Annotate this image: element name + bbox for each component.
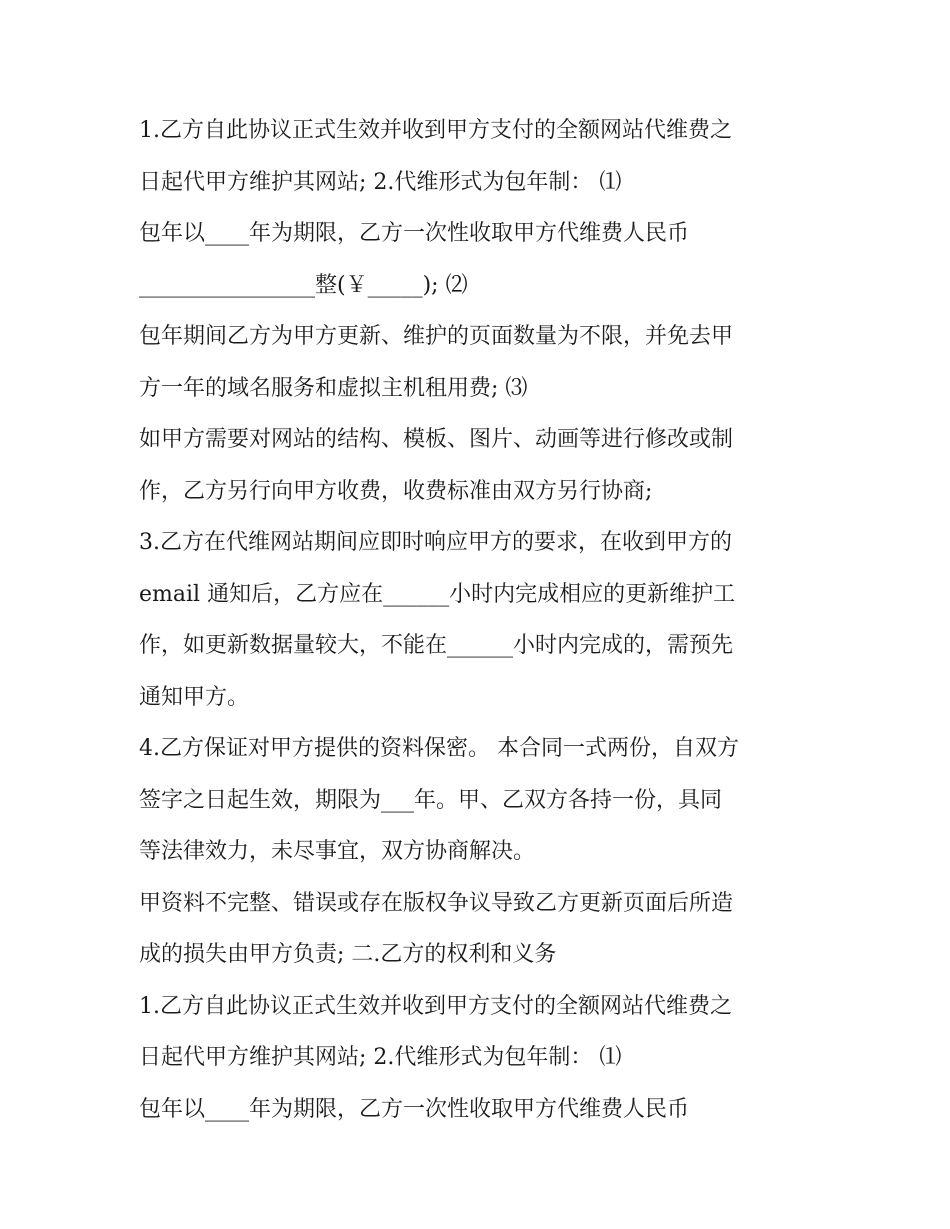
text-line-8: 作，乙方另行向甲方收费，收费标准由双方另行协商; xyxy=(139,478,653,504)
text-line-9: 3.乙方在代维网站期间应即时响应甲方的要求，在收到甲方的 xyxy=(139,530,732,555)
text-line-17: 成的损失由甲方负责; 二.乙方的权利和义务 xyxy=(139,942,557,967)
text-line-13: 4.乙方保证对甲方提供的资料保密。 本合同一式两份，自双方 xyxy=(139,736,739,761)
text-line-4: ________________整(￥_____); ⑵ xyxy=(139,272,468,298)
text-line-16: 甲资料不完整、错误或存在版权争议导致乙方更新页面后所造 xyxy=(139,890,734,916)
text-line-14: 签字之日起生效，期限为___年。甲、乙双方各持一份，具同 xyxy=(139,787,723,813)
text-line-15: 等法律效力，未尽事宜，双方协商解决。 xyxy=(139,839,536,864)
text-line-2: 日起代甲方维护其网站; 2.代维形式为包年制： ⑴ xyxy=(139,169,622,195)
text-line-12: 通知甲方。 xyxy=(139,684,250,710)
text-line-3: 包年以____年为期限，乙方一次性收取甲方代维费人民币 xyxy=(139,221,690,246)
text-line-20: 包年以____年为期限，乙方一次性收取甲方代维费人民币 xyxy=(139,1096,690,1122)
text-line-1: 1.乙方自此协议正式生效并收到甲方支付的全额网站代维费之 xyxy=(139,118,732,143)
text-line-6: 方一年的域名服务和虚拟主机租用费; ⑶ xyxy=(139,375,528,401)
text-line-10: email 通知后，乙方应在______小时内完成相应的更新维护工 xyxy=(139,581,736,607)
text-line-7: 如甲方需要对网站的结构、模板、图片、动画等进行修改或制 xyxy=(139,427,734,452)
text-line-11: 作，如更新数据量较大，不能在______小时内完成的，需预先 xyxy=(139,633,734,658)
contract-body xyxy=(139,105,839,1135)
text-line-19: 日起代甲方维护其网站; 2.代维形式为包年制： ⑴ xyxy=(139,1045,622,1070)
text-line-18: 1.乙方自此协议正式生效并收到甲方支付的全额网站代维费之 xyxy=(139,993,732,1019)
text-line-5: 包年期间乙方为甲方更新、维护的页面数量为不限，并免去甲 xyxy=(139,324,734,349)
